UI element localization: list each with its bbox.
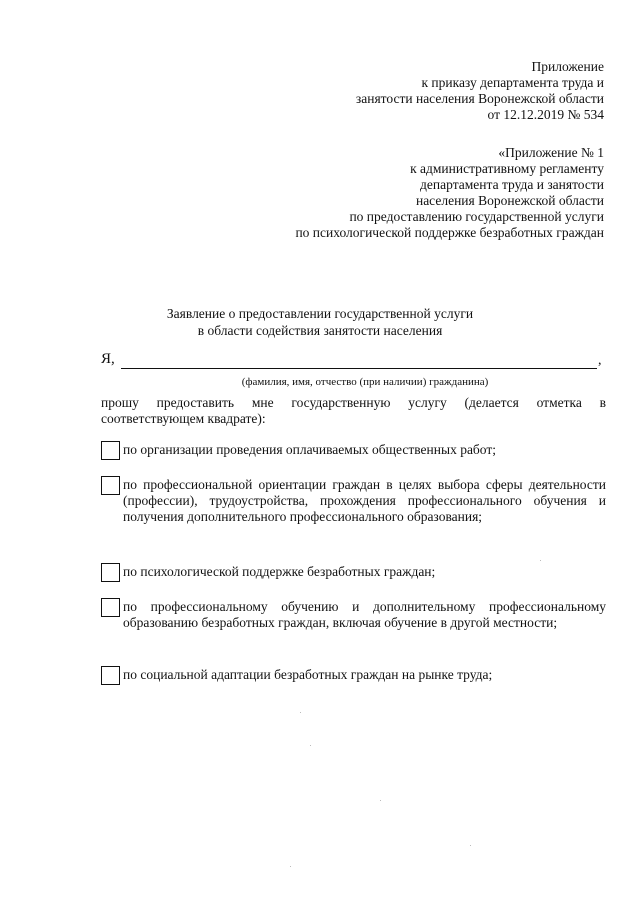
title-line: в области содействия занятости населения: [197, 323, 443, 338]
service-option-social-adaptation: [101, 666, 606, 688]
regulation-line: по предоставлению государственной услуги: [349, 209, 604, 224]
request-text: прошу предоставить мне государственную услугу (делается отметка в соответствующем квадрате):: [101, 395, 606, 426]
applicant-name-field[interactable]: [121, 368, 597, 369]
option-label: по психологической поддержке безработных граждан;: [123, 564, 436, 579]
option-label: по профессиональной ориентации граждан в целях выбора сферы деятельности (профессии), трудоустройства, прохождения профессионального обучения и получения дополнительного профессионального образования;: [123, 477, 606, 524]
title-line: Заявление о предоставлении государственной услуги: [166, 306, 474, 321]
appendix-line: занятости населения Воронежской области: [355, 91, 604, 106]
scan-speck: [290, 866, 291, 867]
regulation-line: к административному регламенту: [410, 161, 604, 176]
option-label: по организации проведения оплачиваемых общественных работ;: [123, 442, 497, 457]
scan-speck: [470, 845, 471, 846]
option-label: по социальной адаптации безработных граждан на рынке труда;: [123, 667, 493, 682]
regulation-header: [295, 145, 604, 241]
checkbox-square[interactable]: [101, 563, 120, 582]
applicant-name-hint: (фамилия, имя, отчество (при наличии) гражданина): [241, 376, 489, 388]
regulation-line: «Приложение № 1: [498, 145, 604, 160]
appendix-line: от 12.12.2019 № 534: [487, 107, 604, 122]
applicant-suffix: ,: [598, 353, 602, 368]
scan-speck: [540, 560, 541, 561]
scan-speck: [380, 800, 381, 801]
service-option-psychological-support: [101, 563, 606, 585]
document-title: [0, 305, 640, 339]
checkbox-square[interactable]: [101, 666, 120, 685]
regulation-line: населения Воронежской области: [415, 193, 604, 208]
service-option-vocational-training: [101, 598, 606, 650]
option-label: по профессиональному обучению и дополнительному профессиональному образованию безработных граждан, включая обучение в другой местности;: [123, 599, 606, 630]
checkbox-square[interactable]: [101, 441, 120, 460]
checkbox-square[interactable]: [101, 476, 120, 495]
applicant-prefix: Я,: [101, 351, 115, 367]
appendix-line: к приказу департамента труда и: [421, 75, 604, 90]
regulation-line: департамента труда и занятости: [420, 177, 604, 192]
appendix-line: Приложение: [531, 59, 604, 74]
checkbox-square[interactable]: [101, 598, 120, 617]
service-option-public-works: [101, 441, 606, 463]
service-option-career-guidance: [101, 476, 606, 546]
scan-speck: [300, 712, 301, 713]
appendix-header: [356, 59, 604, 123]
scan-speck: [310, 745, 311, 746]
regulation-line: по психологической поддержке безработных граждан: [295, 225, 604, 240]
